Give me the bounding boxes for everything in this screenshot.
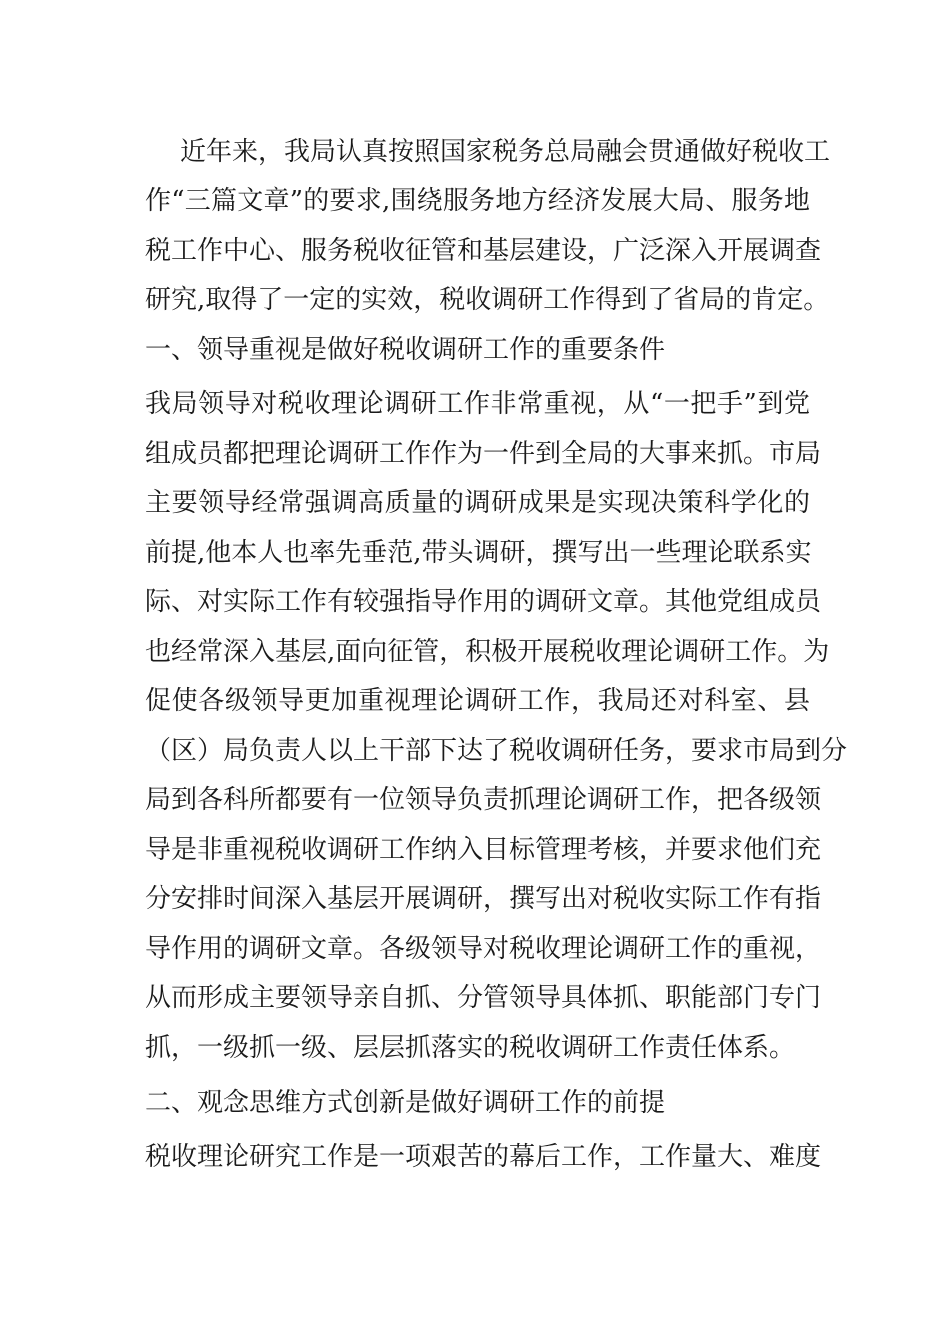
paragraph-intro-line-4: 研究,取得了一定的实效，税收调研工作得到了省局的肯定。 bbox=[145, 285, 830, 315]
section-1-body-line-5: 际、对实际工作有较强指导作用的调研文章。其他党组成员 bbox=[145, 587, 822, 617]
section-1-body-line-7: 促使各级领导更加重视理论调研工作，我局还对科室、县 bbox=[145, 686, 810, 716]
section-heading-2: 二、观念思维方式创新是做好调研工作的前提 bbox=[145, 1088, 666, 1118]
section-1-body-line-14: 抓，一级抓一级、层层抓落实的税收调研工作责任体系。 bbox=[145, 1033, 796, 1063]
section-1-body-line-6: 也经常深入基层,面向征管，积极开展税收理论调研工作。为 bbox=[145, 637, 830, 667]
section-1-body-line-2: 组成员都把理论调研工作作为一件到全局的大事来抓。市局 bbox=[145, 439, 822, 469]
section-2-body-line-1: 税收理论研究工作是一项艰苦的幕后工作，工作量大、难度 bbox=[145, 1142, 822, 1172]
section-1-body-line-3: 主要领导经常强调高质量的调研成果是实现决策科学化的 bbox=[145, 488, 810, 518]
section-1-body-line-12: 导作用的调研文章。各级领导对税收理论调研工作的重视， bbox=[145, 934, 822, 964]
section-1-body-line-9: 局到各科所都要有一位领导负责抓理论调研工作，把各级领 bbox=[145, 785, 822, 815]
paragraph-intro-line-1: 近年来，我局认真按照国家税务总局融会贯通做好税收工 bbox=[180, 137, 831, 167]
section-1-body-line-4: 前提,他本人也率先垂范,带头调研，撰写出一些理论联系实 bbox=[145, 538, 812, 568]
section-1-body-line-13: 从而形成主要领导亲自抓、分管领导具体抓、职能部门专门 bbox=[145, 983, 822, 1013]
paragraph-intro-line-3: 税工作中心、服务税收征管和基层建设，广泛深入开展调查 bbox=[145, 236, 822, 266]
section-1-body-line-1: 我局领导对税收理论调研工作非常重视，从“一把手”到党 bbox=[145, 389, 810, 419]
paragraph-intro-line-2: 作“三篇文章”的要求,围绕服务地方经济发展大局、服务地 bbox=[145, 186, 810, 216]
section-1-body-line-10: 导是非重视税收调研工作纳入目标管理考核，并要求他们充 bbox=[145, 835, 822, 865]
section-heading-1: 一、领导重视是做好税收调研工作的重要条件 bbox=[145, 335, 666, 365]
section-1-body-line-8: （区）局负责人以上干部下达了税收调研任务，要求市局到分 bbox=[145, 736, 848, 766]
section-1-body-line-11: 分安排时间深入基层开展调研，撰写出对税收实际工作有指 bbox=[145, 884, 822, 914]
